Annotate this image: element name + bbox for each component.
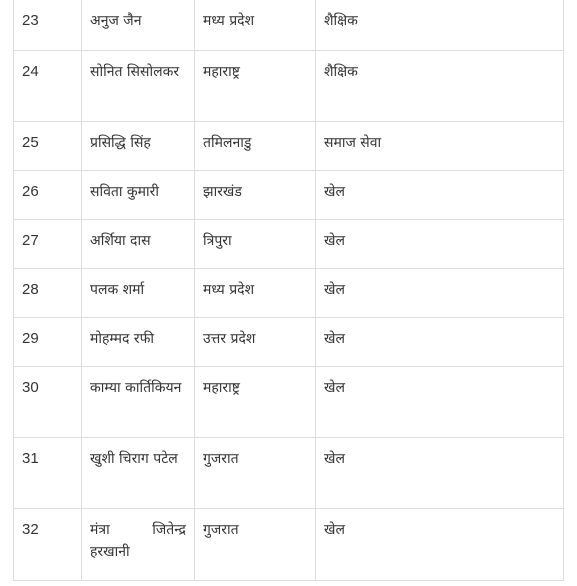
- awardee-name: पलक शर्मा: [82, 269, 195, 318]
- row-number: 27: [14, 220, 82, 269]
- row-number: 29: [14, 318, 82, 367]
- award-field: खेल: [316, 367, 564, 438]
- row-number: 28: [14, 269, 82, 318]
- awardee-name: मोहम्मद रफी: [82, 318, 195, 367]
- award-field: शैक्षिक: [316, 0, 564, 51]
- awardee-name: सोनित सिसोलकर: [82, 51, 195, 122]
- awardee-name: मंत्रा जितेन्द्र हरखानी: [82, 509, 195, 581]
- award-field: खेल: [316, 220, 564, 269]
- awardee-state: गुजरात: [195, 438, 316, 509]
- award-field: खेल: [316, 438, 564, 509]
- awardee-name: खुशी चिराग पटेल: [82, 438, 195, 509]
- table-row: [14, 51, 564, 122]
- table-row: [14, 509, 564, 581]
- awardee-state: मध्य प्रदेश: [195, 0, 316, 51]
- awardee-name: सविता कुमारी: [82, 171, 195, 220]
- awardee-state: महाराष्ट्र: [195, 51, 316, 122]
- row-number: 30: [14, 367, 82, 438]
- table-row: [14, 122, 564, 171]
- awardees-table: [13, 0, 564, 581]
- table-row: [14, 318, 564, 367]
- row-number: 24: [14, 51, 82, 122]
- table-row: [14, 367, 564, 438]
- row-number: 26: [14, 171, 82, 220]
- row-number: 25: [14, 122, 82, 171]
- row-number: 32: [14, 509, 82, 581]
- awardee-name: काम्या कार्तिकियन: [82, 367, 195, 438]
- award-field: शैक्षिक: [316, 51, 564, 122]
- awardee-state: उत्तर प्रदेश: [195, 318, 316, 367]
- award-field: खेल: [316, 318, 564, 367]
- awardee-state: महाराष्ट्र: [195, 367, 316, 438]
- table-row: [14, 171, 564, 220]
- row-number: 31: [14, 438, 82, 509]
- awardee-name: अनुज जैन: [82, 0, 195, 51]
- awardee-name: अर्शिया दास: [82, 220, 195, 269]
- awardee-state: मध्य प्रदेश: [195, 269, 316, 318]
- award-field: खेल: [316, 269, 564, 318]
- awardee-state: झारखंड: [195, 171, 316, 220]
- award-field: समाज सेवा: [316, 122, 564, 171]
- table-row: [14, 220, 564, 269]
- award-field: खेल: [316, 171, 564, 220]
- award-field: खेल: [316, 509, 564, 581]
- awardee-state: तमिलनाडु: [195, 122, 316, 171]
- awardee-name: प्रसिद्धि सिंह: [82, 122, 195, 171]
- awardee-state: त्रिपुरा: [195, 220, 316, 269]
- row-number: 23: [14, 0, 82, 51]
- table-row: [14, 269, 564, 318]
- awardee-state: गुजरात: [195, 509, 316, 581]
- table-row: [14, 0, 564, 51]
- table-row: [14, 438, 564, 509]
